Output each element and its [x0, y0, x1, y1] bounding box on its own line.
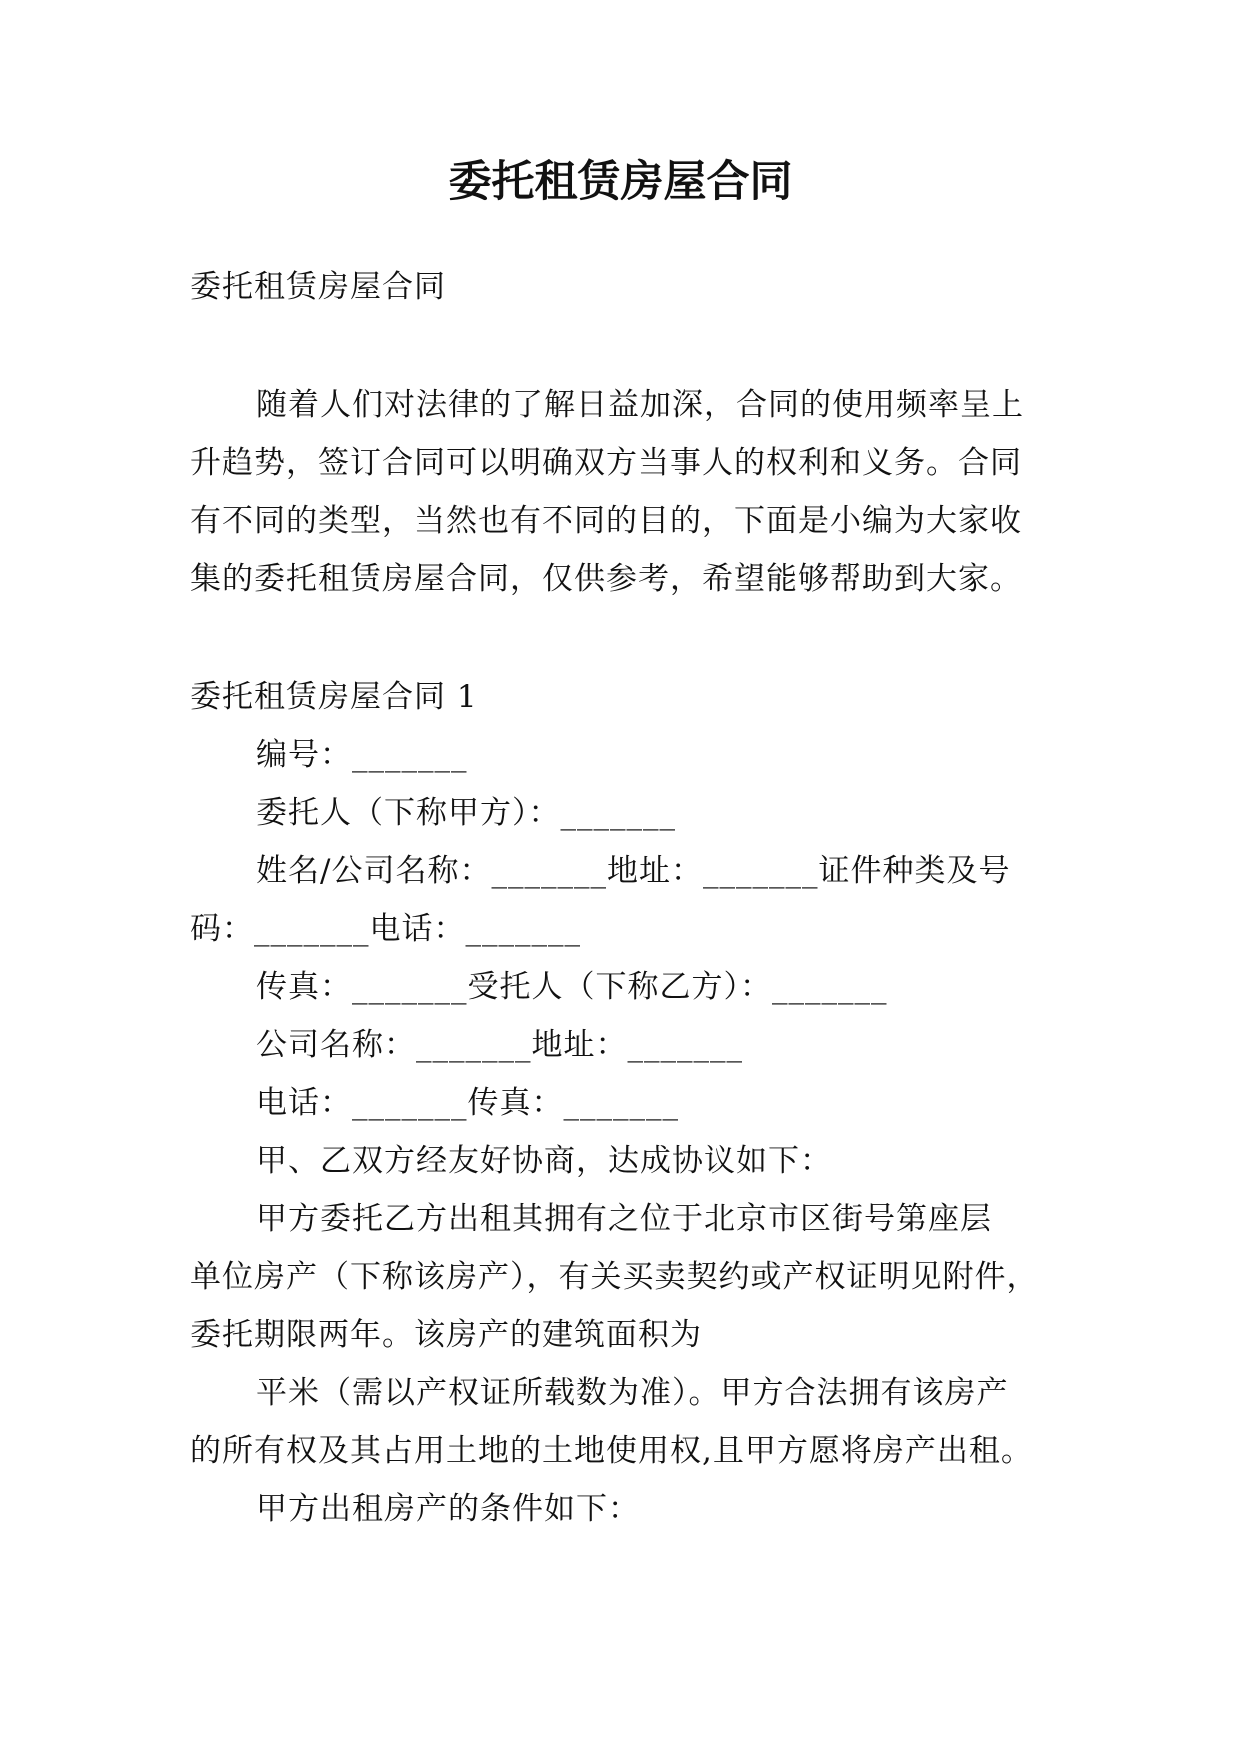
contract-line: 单位房产（下称该房产），有关买卖契约或产权证明见附件， [190, 1259, 1039, 1295]
contract-line: 委托期限两年。该房产的建筑面积为 [190, 1317, 702, 1353]
paragraph-gap [190, 316, 1070, 376]
contract-body [190, 726, 1070, 1538]
document-subtitle: 委托租赁房屋合同 [190, 269, 446, 305]
contract-line: 甲、乙双方经友好协商，达成协议如下： [256, 1143, 832, 1179]
intro-paragraph [190, 376, 1070, 608]
contract-line: 传真：_______受托人（下称乙方）：_______ [256, 969, 888, 1005]
paragraph-gap [190, 608, 1070, 668]
document-body [190, 258, 1070, 1538]
contract-line: 公司名称：_______地址：_______ [256, 1027, 743, 1063]
intro-line: 集的委托租赁房屋合同，仅供参考，希望能够帮助到大家。 [190, 561, 1022, 597]
contract-line: 码：_______电话：_______ [190, 911, 581, 947]
contract-line: 委托人（下称甲方）：_______ [256, 795, 676, 831]
contract-line: 姓名/公司名称：_______地址：_______证件种类及号 [256, 853, 1011, 889]
intro-line: 有不同的类型，当然也有不同的目的，下面是小编为大家收 [190, 503, 1022, 539]
intro-line: 升趋势，签订合同可以明确双方当事人的权利和义务。合同 [190, 445, 1022, 481]
contract-line: 的所有权及其占用土地的土地使用权,且甲方愿将房产出租。 [190, 1433, 1033, 1469]
intro-line: 随着人们对法律的了解日益加深，合同的使用频率呈上 [256, 387, 1024, 423]
contract-line: 甲方委托乙方出租其拥有之位于北京市区街号第座层 [256, 1201, 992, 1237]
contract-line: 甲方出租房产的条件如下： [256, 1491, 640, 1527]
document-title: 委托租赁房屋合同 [448, 157, 793, 207]
contract-line: 编号：_______ [256, 737, 468, 773]
contract-line: 平米（需以产权证所载数为准）。甲方合法拥有该房产 [256, 1375, 1009, 1411]
contract-line: 电话：_______传真：_______ [256, 1085, 679, 1121]
section-heading: 委托租赁房屋合同 1 [190, 679, 478, 715]
